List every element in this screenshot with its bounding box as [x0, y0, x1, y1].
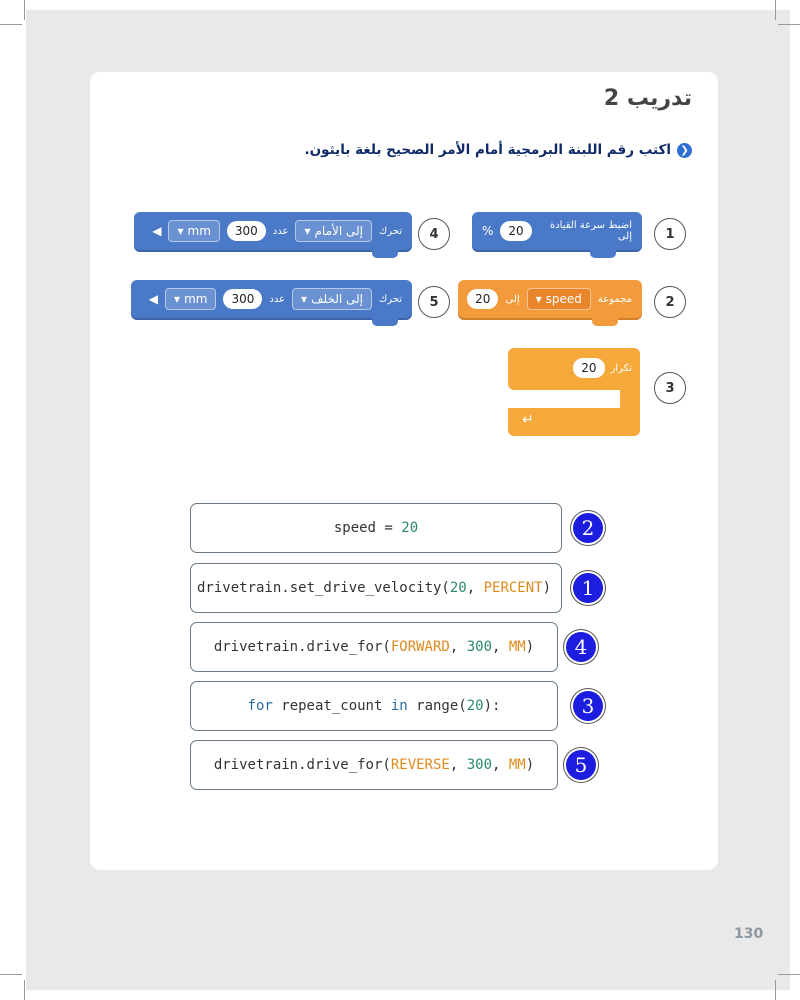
direction-value: إلى الأمام — [314, 224, 363, 238]
dropdown-arrow-icon: ▾ — [301, 292, 308, 306]
drive-forward-block — [134, 212, 412, 250]
code-number: 300 — [466, 757, 493, 773]
code-line-5 — [190, 740, 558, 790]
code-text: drivetrain.drive_for( — [213, 757, 391, 773]
answer-circle-1: 2 — [573, 513, 603, 543]
code-number: 20 — [401, 520, 419, 536]
block-number-2: 2 — [654, 286, 686, 318]
code-constant: PERCENT — [483, 580, 543, 596]
set-drive-velocity-block — [472, 212, 642, 250]
block-number-4: 4 — [418, 218, 450, 250]
code-text: range( — [407, 698, 467, 714]
block-label: مجموعة — [597, 293, 632, 305]
play-left-icon: ◀ — [148, 292, 159, 306]
repeat-block — [508, 348, 640, 438]
block-number-3: 3 — [654, 372, 686, 404]
repeat-header — [573, 358, 632, 378]
code-text: ) — [542, 580, 552, 596]
distance-value: 300 — [227, 221, 266, 241]
dropdown-arrow-icon: ▾ — [177, 224, 184, 238]
exercise-title: تدريب 2 — [603, 86, 692, 111]
block-label: تحرك — [379, 293, 402, 305]
unit-value: mm — [184, 292, 208, 306]
unit-dropdown — [168, 220, 219, 242]
code-keyword: for — [247, 698, 273, 714]
dropdown-arrow-icon: ▾ — [174, 292, 181, 306]
code-text: drivetrain.set_drive_velocity( — [197, 580, 450, 596]
unit-value: mm — [187, 224, 211, 238]
unit-dropdown — [165, 288, 216, 310]
crop-mark — [775, 980, 776, 1000]
block-label: اضبط سرعة القيادة إلى — [549, 220, 632, 242]
block-notch — [590, 250, 616, 258]
variable-value: speed — [545, 292, 582, 306]
distance-value: 300 — [223, 289, 262, 309]
page-number: 130 — [734, 926, 764, 942]
crop-mark — [0, 24, 22, 25]
code-constant: FORWARD — [390, 639, 450, 655]
code-line-1 — [190, 503, 562, 553]
block-label: تكرار — [610, 362, 632, 374]
block-number-5: 5 — [418, 286, 450, 318]
direction-dropdown — [295, 220, 372, 242]
crop-mark — [0, 974, 22, 975]
chevron-left-icon: ❮ — [677, 143, 692, 158]
play-left-icon: ◀ — [152, 224, 162, 238]
code-constant: MM — [508, 757, 526, 773]
count-label: عدد — [272, 225, 289, 237]
set-variable-block — [458, 280, 642, 318]
code-text: , — [449, 757, 467, 773]
code-number: 20 — [466, 698, 484, 714]
instruction — [305, 142, 692, 158]
answer-circle-4: 3 — [573, 691, 603, 721]
block-notch — [372, 250, 398, 258]
code-text: , — [449, 639, 467, 655]
code-text: , — [466, 580, 484, 596]
count-label: عدد — [269, 293, 286, 305]
code-keyword: in — [390, 698, 408, 714]
code-text: speed = — [333, 520, 402, 536]
crop-mark — [778, 974, 800, 975]
code-text: ): — [483, 698, 501, 714]
code-line-2 — [190, 563, 562, 613]
variable-value-pill: 20 — [467, 289, 498, 309]
repeat-count-value: 20 — [573, 358, 604, 378]
variable-dropdown — [527, 288, 591, 310]
block-label: تحرك — [379, 225, 402, 237]
drive-reverse-block — [131, 280, 412, 318]
code-text: ) — [525, 639, 535, 655]
crop-mark — [24, 0, 25, 20]
crop-mark — [24, 980, 25, 1000]
to-label: إلى — [505, 293, 520, 305]
code-line-3 — [190, 622, 558, 672]
dropdown-arrow-icon: ▾ — [535, 292, 542, 306]
instruction-text: اكتب رقم اللبنة البرمجية أمام الأمر الصحيح بلغة بايثون. — [304, 142, 671, 158]
code-number: 20 — [449, 580, 467, 596]
unit-label: % — [482, 224, 494, 238]
dropdown-arrow-icon: ▾ — [304, 224, 311, 238]
code-text: ) — [525, 757, 535, 773]
answer-circle-3: 4 — [566, 632, 596, 662]
answer-circle-2: 1 — [573, 573, 603, 603]
direction-value: إلى الخلف — [311, 292, 363, 306]
velocity-value: 20 — [500, 221, 531, 241]
answer-circle-5: 5 — [566, 750, 596, 780]
loop-arrow-icon: ↵ — [522, 412, 534, 428]
code-text: repeat_count — [272, 698, 391, 714]
block-notch — [372, 318, 398, 326]
code-constant: REVERSE — [390, 757, 450, 773]
crop-mark — [775, 0, 776, 20]
code-text: , — [492, 639, 509, 655]
direction-dropdown — [292, 288, 372, 310]
crop-mark — [778, 24, 800, 25]
code-line-4 — [190, 681, 558, 731]
code-constant: MM — [508, 639, 526, 655]
block-number-1: 1 — [654, 218, 686, 250]
code-number: 300 — [466, 639, 493, 655]
block-notch — [592, 318, 618, 326]
code-text: , — [492, 757, 509, 773]
code-text: drivetrain.drive_for( — [213, 639, 391, 655]
